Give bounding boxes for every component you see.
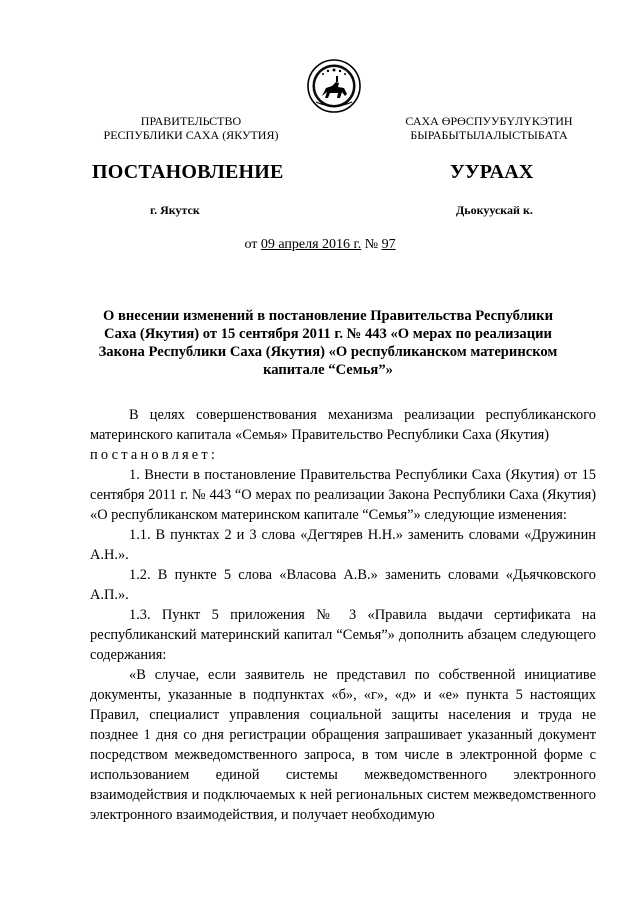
date-and-number (0, 237, 640, 253)
header-government-ru (90, 114, 292, 142)
date-prefix: от (244, 237, 261, 252)
doc-type-ru: ПОСТАНОВЛЕНИЕ (92, 161, 284, 183)
paragraph-item-1-3: 1.3. Пункт 5 приложения № 3 «Правила выдачи сертификата на республиканский материнский капитал “Семья”» дополнить абзацем следующего содержания: (90, 607, 596, 663)
paragraph-item-1: 1. Внести в постановление Правительства Республики Саха (Якутия) от 15 сентября 2011 г. № 443 “О мерах по реализации Закона Республики Саха (Якутия) «О республиканском материнском капитале “Семья”» следующие изменения: (90, 467, 596, 523)
doc-type-sah: УУРААХ (450, 161, 534, 183)
paragraph-preamble: В целях совершенствования механизма реализации республиканского материнского капитала «Семья» Правительство Республики Саха (Якутия) (90, 407, 596, 443)
paragraph-quote: «В случае, если заявитель не представил по собственной инициативе документы, указанные в подпунктах «б», «г», «д» и «е» пункта 5 настоящих Правил, специалист управления социальной защиты населения и труда не позднее 1 дня со дня регистрации обращения запрашивает указанный документ посредством межведомственного запроса, в том числе в электронной форме с использованием единой системы межведомственного электронного взаимодействия и подключаемых к ней региональных систем межведомственного электронного взаимодействия, и получает необходимую (90, 667, 596, 823)
header-right-line2: БЫРАБЫТЫЛАЛЫСТЫБАТА (410, 128, 568, 142)
header-government-sah (382, 114, 596, 142)
city-ru: г. Якутск (150, 203, 200, 217)
document-title: О внесении изменений в постановление Правительства Республики Саха (Якутия) от 15 сентября 2011 г. № 443 «О мерах по реализации Закона Республики Саха (Якутия) «О республиканском материнском капитале “Семья”» (98, 308, 558, 378)
paragraph-item-1-1: 1.1. В пунктах 2 и 3 слова «Дегтярев Н.Н.» заменить словами «Дружинин А.Н.». (90, 527, 596, 563)
header-right-line1: САХА ӨРӨСПУУБҮЛҮКЭТИН (405, 114, 573, 128)
city-sah: Дьокуускай к. (456, 203, 533, 217)
header-left-line1: ПРАВИТЕЛЬСТВО (140, 114, 242, 128)
paragraph-item-1-2: 1.2. В пункте 5 слова «Власова А.В.» заменить словами «Дьячковского А.П.». (90, 567, 596, 603)
decree-number: 97 (381, 237, 396, 252)
decree-date: 09 апреля 2016 г. (260, 237, 362, 252)
document-body (90, 405, 596, 825)
header-left-line2: РЕСПУБЛИКИ САХА (ЯКУТИЯ) (103, 128, 279, 142)
coat-of-arms-yakutia-icon (306, 58, 362, 138)
number-prefix: № (361, 237, 382, 252)
paragraph-decree: постановляет: (90, 447, 219, 463)
